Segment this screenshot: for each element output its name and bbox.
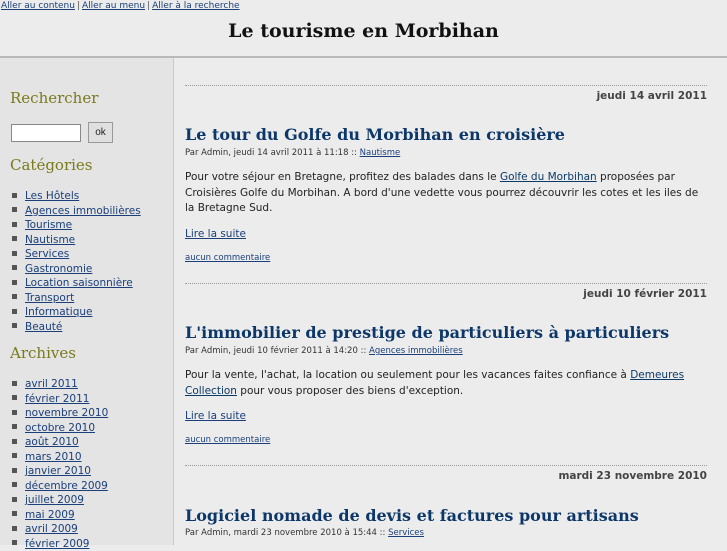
archive-item — [12, 493, 108, 508]
post-title-link[interactable]: L'immobilier de prestige de particuliers à particuliers — [185, 323, 669, 342]
post-date-heading: jeudi 14 avril 2011 — [185, 85, 707, 102]
archive-item — [12, 479, 108, 494]
post-excerpt-text: pour vous proposer des biens d'exception. — [237, 385, 463, 397]
bullet-icon — [12, 309, 17, 314]
category-link-hotels[interactable]: Les Hôtels — [25, 190, 79, 202]
comments-link[interactable]: aucun commentaire — [185, 253, 270, 263]
post-meta-text: Par Admin, jeudi 14 avril 2011 à 11:18 :: — [185, 148, 357, 158]
category-link-real-estate[interactable]: Agences immobilières — [25, 205, 141, 217]
archive-link[interactable]: août 2010 — [25, 436, 79, 448]
archive-link[interactable]: avril 2009 — [25, 523, 78, 535]
archive-item — [12, 508, 108, 523]
archive-item — [12, 377, 108, 392]
archive-item — [12, 435, 108, 450]
post-excerpt-text: Pour votre séjour en Bretagne, profitez des balades dans le — [185, 171, 500, 183]
bullet-icon — [12, 207, 17, 212]
bullet-icon — [12, 468, 17, 473]
bullet-icon — [12, 193, 17, 198]
post-category-link[interactable]: Agences immobilières — [369, 346, 463, 356]
bullet-icon — [12, 540, 17, 545]
excerpt-link[interactable]: Golfe du Morbihan — [500, 171, 597, 183]
archive-item — [12, 464, 108, 479]
search-input[interactable] — [11, 124, 81, 142]
category-link-computing[interactable]: Informatique — [25, 306, 92, 318]
comments-link[interactable]: aucun commentaire — [185, 435, 270, 445]
archive-link[interactable]: février 2011 — [25, 393, 89, 405]
category-item — [12, 320, 141, 335]
category-link-transport[interactable]: Transport — [25, 292, 74, 304]
bullet-icon — [12, 482, 17, 487]
post-category-link[interactable]: Services — [388, 528, 424, 538]
archive-link[interactable]: décembre 2009 — [25, 480, 108, 492]
bullet-icon — [12, 526, 17, 531]
categories-heading: Catégories — [10, 156, 93, 174]
category-link-beauty[interactable]: Beauté — [25, 321, 62, 333]
read-more-link[interactable]: Lire la suite — [185, 410, 246, 422]
archive-link[interactable]: mars 2010 — [25, 451, 82, 463]
archives-list — [12, 377, 108, 551]
bullet-icon — [12, 280, 17, 285]
category-item — [12, 189, 141, 204]
skip-to-search-link[interactable]: Aller à la recherche — [152, 1, 239, 11]
read-more-link[interactable]: Lire la suite — [185, 228, 246, 240]
skip-links-bar — [0, 0, 727, 14]
category-item — [12, 305, 141, 320]
category-item — [12, 247, 141, 262]
bullet-icon — [12, 511, 17, 516]
bullet-icon — [12, 236, 17, 241]
post-meta-text: Par Admin, jeudi 10 février 2011 à 14:20 :: — [185, 346, 366, 356]
archive-item — [12, 537, 108, 551]
main-content — [175, 58, 727, 545]
bullet-icon — [12, 381, 17, 386]
category-link-tourism[interactable]: Tourisme — [25, 219, 72, 231]
separator: | — [147, 1, 150, 11]
category-link-seasonal-rental[interactable]: Location saisonnière — [25, 277, 133, 289]
archive-link[interactable]: avril 2011 — [25, 378, 78, 390]
archive-item — [12, 450, 108, 465]
post-category-link[interactable]: Nautisme — [360, 148, 401, 158]
category-item — [12, 276, 141, 291]
bullet-icon — [12, 222, 17, 227]
separator: | — [77, 1, 80, 11]
post-title-link[interactable]: Logiciel nomade de devis et factures pour artisans — [185, 506, 639, 525]
archive-link[interactable]: octobre 2010 — [25, 422, 95, 434]
category-item — [12, 218, 141, 233]
post-excerpt-text: proposées par Croisières Golfe du Morbihan. A bord d'une vedette vous pourrez découvrir les cotes et les iles de la Bretagne Sud. — [185, 171, 698, 214]
skip-to-content-link[interactable]: Aller au contenu — [1, 1, 75, 11]
bullet-icon — [12, 251, 17, 256]
archive-item — [12, 406, 108, 421]
bullet-icon — [12, 323, 17, 328]
archive-link[interactable]: mai 2009 — [25, 509, 75, 521]
categories-list — [12, 189, 141, 334]
post-date-heading: mardi 23 novembre 2010 — [185, 465, 707, 482]
post-excerpt-text: Pour la vente, l'achat, la location ou seulement pour les vacances faites confiance à — [185, 369, 630, 381]
bullet-icon — [12, 439, 17, 444]
category-item — [12, 262, 141, 277]
category-item — [12, 233, 141, 248]
category-item — [12, 291, 141, 306]
archive-item — [12, 522, 108, 537]
bullet-icon — [12, 410, 17, 415]
post-title-link[interactable]: Le tour du Golfe du Morbihan en croisière — [185, 125, 565, 144]
archive-link[interactable]: janvier 2010 — [25, 465, 91, 477]
archive-item — [12, 392, 108, 407]
category-item — [12, 204, 141, 219]
post-excerpt — [185, 170, 710, 217]
post-date-heading: jeudi 10 février 2011 — [185, 283, 707, 300]
post-meta-text: Par Admin, mardi 23 novembre 2010 à 15:44 :: — [185, 528, 385, 538]
skip-to-menu-link[interactable]: Aller au menu — [82, 1, 145, 11]
bullet-icon — [12, 453, 17, 458]
post-meta — [185, 528, 424, 538]
bullet-icon — [12, 424, 17, 429]
category-link-gastronomy[interactable]: Gastronomie — [25, 263, 92, 275]
archive-item — [12, 421, 108, 436]
bullet-icon — [12, 294, 17, 299]
search-heading: Rechercher — [10, 89, 98, 107]
archive-link[interactable]: février 2009 — [25, 538, 89, 550]
archives-heading: Archives — [10, 344, 76, 362]
bullet-icon — [12, 497, 17, 502]
post-excerpt — [185, 368, 710, 399]
site-title[interactable]: Le tourisme en Morbihan — [0, 20, 727, 42]
excerpt-link[interactable]: Demeures Collection — [185, 369, 684, 397]
category-link-nautism[interactable]: Nautisme — [25, 234, 75, 246]
bullet-icon — [12, 265, 17, 270]
archive-link[interactable]: juillet 2009 — [25, 494, 84, 506]
bullet-icon — [12, 395, 17, 400]
search-submit-button[interactable]: ok — [88, 122, 113, 143]
post-meta — [185, 148, 400, 158]
category-link-services[interactable]: Services — [25, 248, 69, 260]
post-meta — [185, 346, 463, 356]
archive-link[interactable]: novembre 2010 — [25, 407, 108, 419]
